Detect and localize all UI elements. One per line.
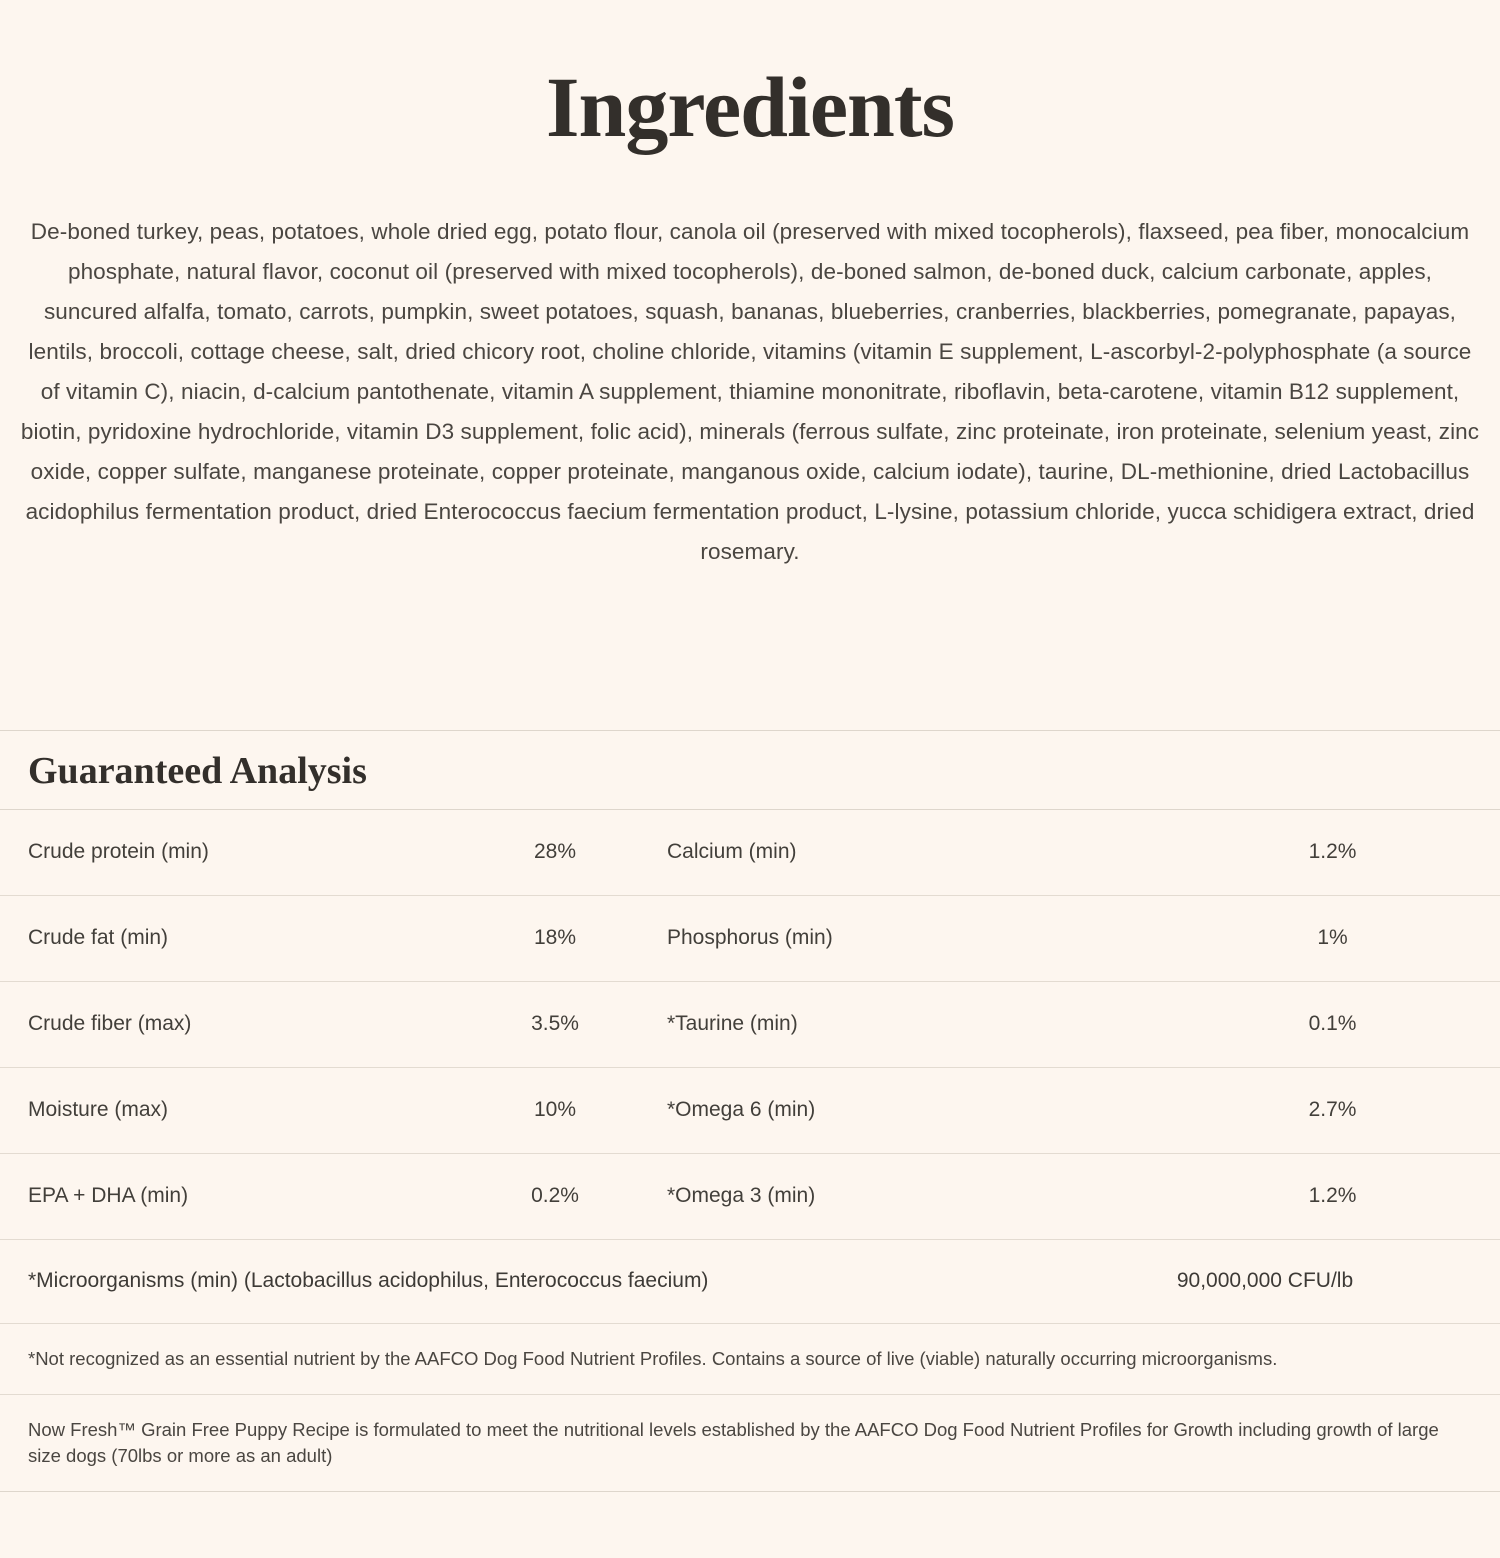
nutrient-label: Crude fiber (max)	[28, 1012, 192, 1036]
nutrient-label: EPA + DHA (min)	[28, 1184, 189, 1208]
nutrient-value: 1.2%	[1308, 1184, 1357, 1208]
nutrient-label: *Omega 6 (min)	[667, 1098, 816, 1122]
microorganisms-value: 90,000,000 CFU/lb	[1176, 1269, 1354, 1293]
nutrient-value: 1%	[1317, 926, 1348, 950]
page-title: Ingredients	[546, 58, 954, 155]
nutrient-label: Crude fat (min)	[28, 926, 169, 950]
table-row	[0, 810, 1500, 896]
guaranteed-analysis-heading: Guaranteed Analysis	[0, 731, 1500, 810]
nutrient-label: *Taurine (min)	[667, 1012, 798, 1036]
nutrient-value: 2.7%	[1308, 1098, 1357, 1122]
nutrient-label: Calcium (min)	[667, 840, 797, 864]
table-row-microorganisms	[0, 1240, 1500, 1324]
aafco-statement: Now Fresh™ Grain Free Puppy Recipe is formulated to meet the nutritional levels established by the AAFCO Dog Food Nutrient Profiles for Growth including growth of large size dogs (70lbs or more as an adult)	[28, 1418, 1439, 1466]
nutrient-value: 28%	[533, 840, 577, 864]
nutrient-label: Moisture (max)	[28, 1098, 169, 1122]
nutrient-value: 0.1%	[1308, 1012, 1357, 1036]
table-row	[0, 896, 1500, 982]
table-row	[0, 1068, 1500, 1154]
nutrient-value: 0.2%	[531, 1184, 579, 1208]
ingredients-paragraph: De-boned turkey, peas, potatoes, whole dried egg, potato flour, canola oil (preserved with mixed tocopherols), flaxseed, pea fiber, monocalcium phosphate, natural flavor, coconut oil (preserved with mixed tocopherols), de-boned salmon, de-boned duck, calcium carbonate, apples, suncured alfalfa, tomato, carrots, pumpkin, sweet potatoes, squash, bananas, blueberries, cranberries, blackberries, pomegranate, papayas, lentils, broccoli, cottage cheese, salt, dried chicory root, choline chloride, vitamins (vitamin E supplement, L-ascorbyl-2-polyphosphate (a source of vitamin C), niacin, d-calcium pantothenate, vitamin A supplement, thiamine mononitrate, riboflavin, beta-carotene, vitamin B12 supplement, biotin, pyridoxine hydrochloride, vitamin D3 supplement, folic acid), minerals (ferrous sulfate, zinc proteinate, iron proteinate, selenium yeast, zinc oxide, copper sulfate, manganese proteinate, copper proteinate, manganous oxide, calcium iodate), taurine, DL-methionine, dried Lactobacillus acidophilus fermentation product, dried Enterococcus faecium fermentation product, L-lysine, potassium chloride, yucca schidigera extract, dried rosemary.	[20, 218, 1480, 564]
table-row	[0, 1154, 1500, 1240]
nutrient-value: 18%	[533, 926, 577, 950]
nutrient-label: Phosphorus (min)	[667, 926, 833, 950]
guaranteed-analysis-table	[0, 730, 1500, 1492]
nutrient-value: 3.5%	[531, 1012, 579, 1036]
nutrient-label: *Omega 3 (min)	[667, 1184, 816, 1208]
nutrient-value: 1.2%	[1308, 840, 1357, 864]
nutrient-value: 10%	[533, 1098, 577, 1122]
nutrient-label: Crude protein (min)	[28, 840, 209, 864]
table-row	[0, 982, 1500, 1068]
footnote: *Not recognized as an essential nutrient by the AAFCO Dog Food Nutrient Profiles. Contains a source of live (viable) naturally occurring microorganisms.	[0, 1324, 1500, 1395]
ingredients-page	[0, 58, 1500, 1558]
microorganisms-label: *Microorganisms (min) (Lactobacillus acidophilus, Enterococcus faecium)	[28, 1269, 709, 1293]
